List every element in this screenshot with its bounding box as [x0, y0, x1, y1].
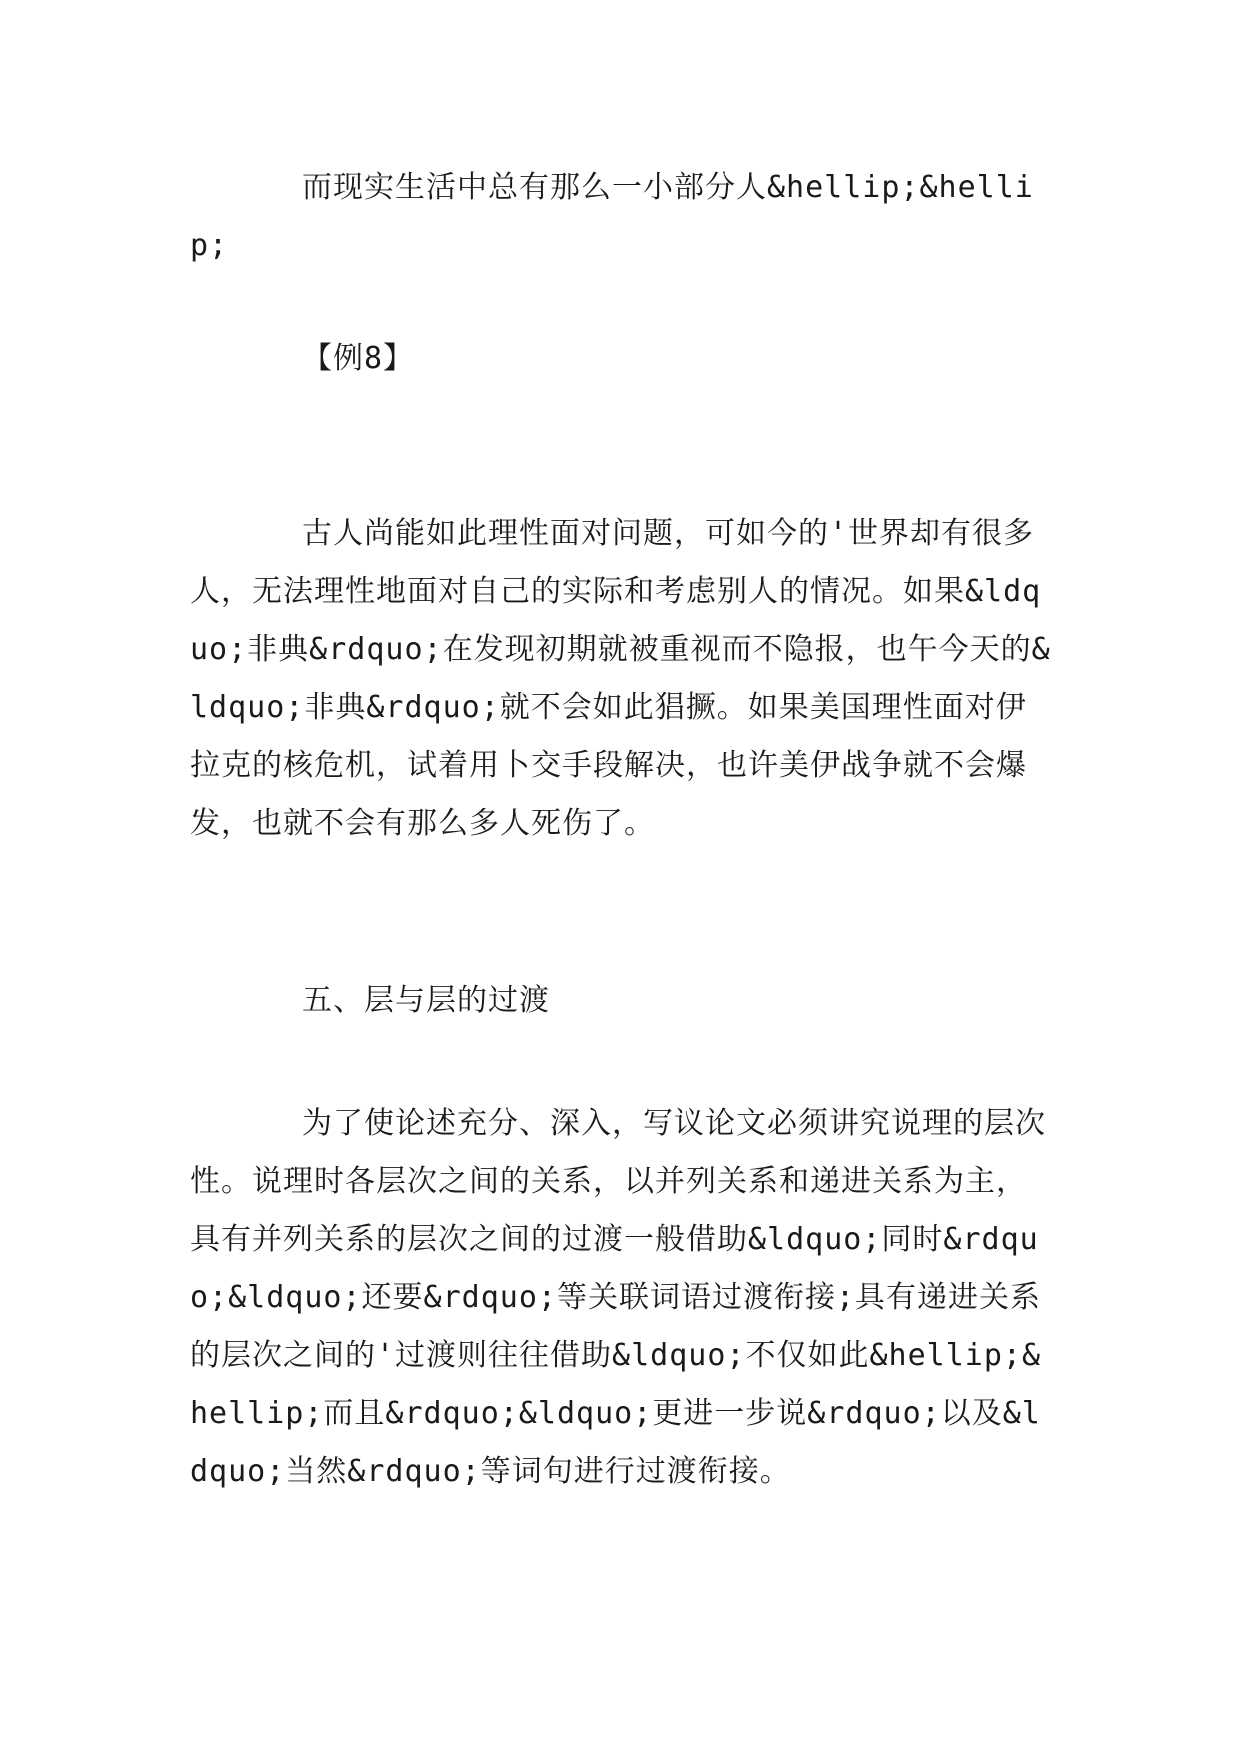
section-heading: 五、层与层的过渡 [302, 983, 550, 1018]
paragraph-example-body: 古人尚能如此理性面对问题，可如今的'世界却有很多人，无法理性地面对自己的实际和考虑别人的情况。如果&ldquo;非典&rdquo;在发现初期就被重视而不隐报，也午今天的&ldquo;非典&rdquo;就不会如此猖撅。如果美国理性面对伊拉克的核危机，试着用卜交手段解决，也许美伊战争就不会爆发，也就不会有那么多人死伤了。 [190, 516, 1051, 841]
paragraph-intro-line: 而现实生活中总有那么一小部分人&hellip;&hellip; [190, 170, 1034, 263]
paragraph-section-body: 为了使论述充分、深入，写议论文必须讲究说理的层次性。说理时各层次之间的关系，以并列关系和递进关系为主，具有并列关系的层次之间的过渡一般借助&ldquo;同时&rdquo;&ldquo;还要&rdquo;等关联词语过渡衔接;具有递进关系的层次之间的'过渡则往往借助&ldquo;不仅如此&hellip;&hellip;而且&rdquo;&ldquo;更进一步说&rdquo;以及&ldquo;当然&rdquo;等词句进行过渡衔接。 [190, 1106, 1046, 1489]
example-label: 【例8】 [302, 341, 415, 376]
